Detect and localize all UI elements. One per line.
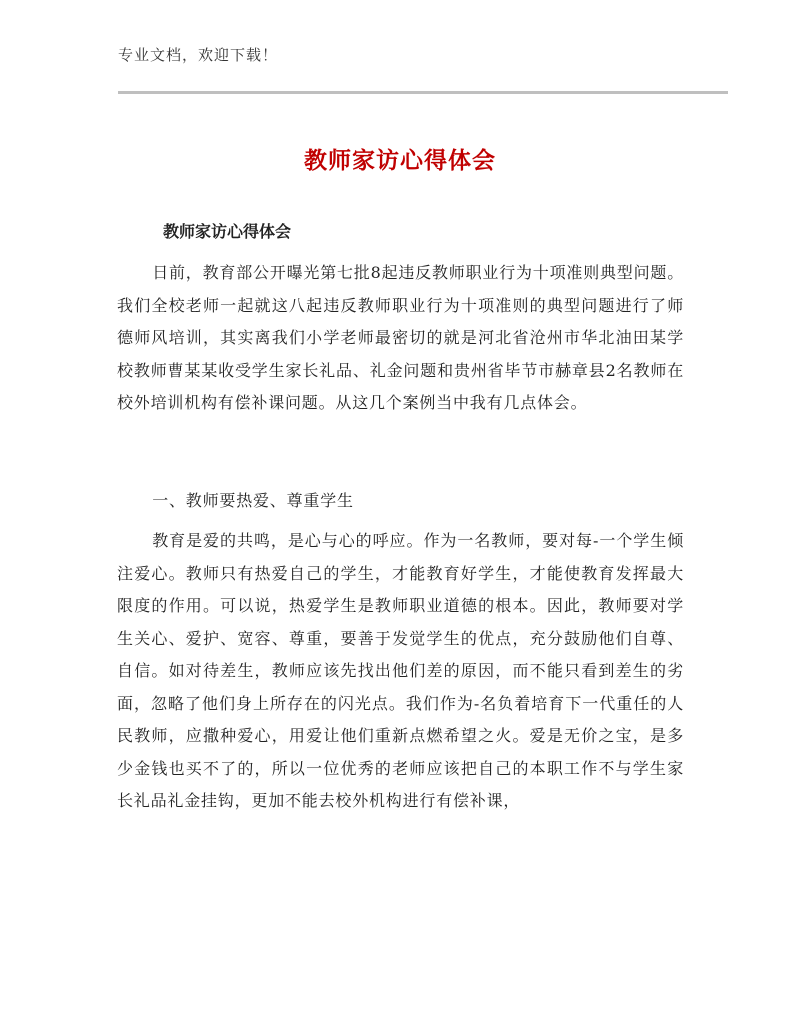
header-divider	[118, 91, 728, 94]
page-header-note: 专业文档，欢迎下载！	[118, 46, 279, 64]
body-paragraph: 教育是爱的共鸣，是心与心的呼应。作为一名教师，要对每-一个学生倾注爱心。教师只有热爱自己的学生，才能教育好学生，才能使教育发挥最大限度的作用。可以说，热爱学生是教师职业道德的根本。因此，教师要对学生关心、爱护、宽容、尊重，要善于发觉学生的优点，充分鼓励他们自尊、自信。如对待差生，教师应该先找出他们差的原因，而不能只看到差生的劣面，忽略了他们身上所存在的闪光点。我们作为-名负着培育下一代重任的人民教师，应撒种爱心，用爱让他们重新点燃希望之火。爱是无价之宝，是多少金钱也买不了的，所以一位优秀的老师应该把自己的本职工作不与学生家长礼品礼金挂钩，更加不能去校外机构进行有偿补课，	[117, 531, 684, 810]
body-paragraph: 日前，教育部公开曝光第七批8起违反教师职业行为十项准则典型问题。我们全校老师一起就这八起违反教师职业行为十项准则的典型问题进行了师德师风培训，其实离我们小学老师最密切的就是河北省沧州市华北油田某学校教师曹某某收受学生家长礼品、礼金问题和贵州省毕节市赫章县2名教师在校外培训机构有偿补课问题。从这几个案例当中我有几点体会。	[117, 263, 684, 412]
section-heading: 教师家访心得体会	[163, 222, 292, 241]
document-title: 教师家访心得体会	[304, 148, 496, 174]
point-heading: 一、教师要热爱、尊重学生	[152, 491, 354, 510]
